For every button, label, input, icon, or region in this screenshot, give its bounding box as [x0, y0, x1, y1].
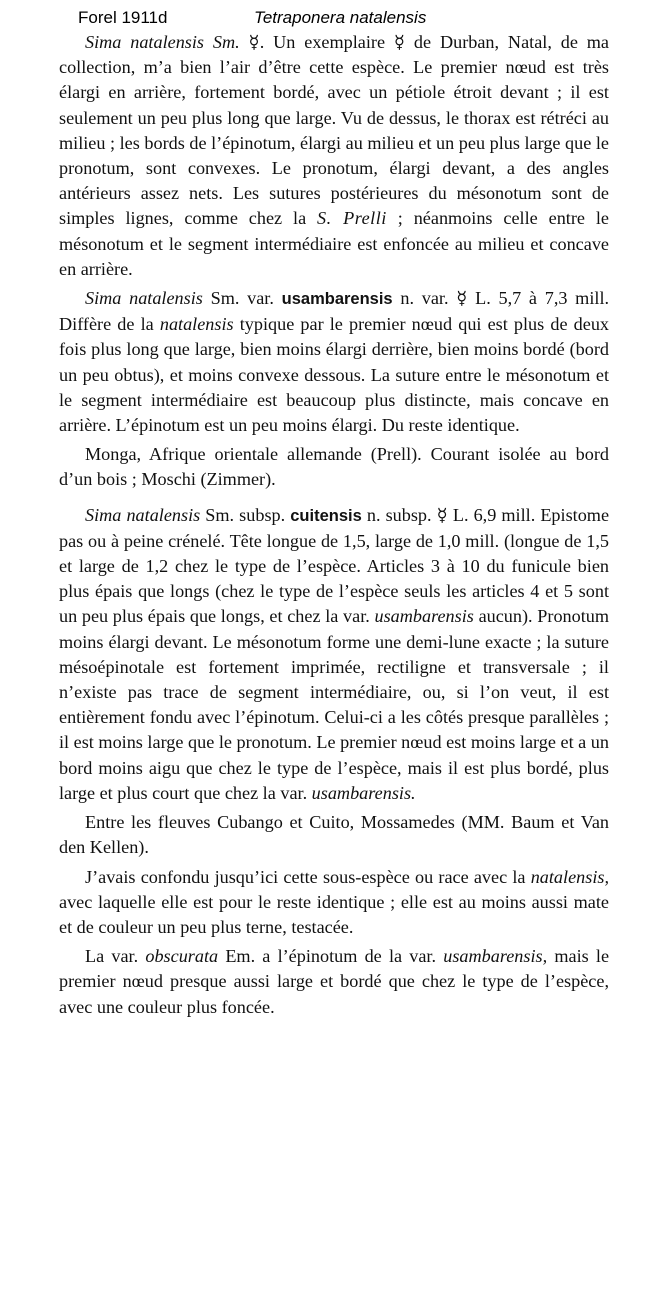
paragraph-text-cont: avec laquelle elle est pour le reste identique ; elle est au moins aussi mate et de couleur un peu plus terne, testacée. — [59, 891, 609, 937]
taxon-name: Sima natalensis Sm. — [85, 32, 240, 52]
new-taxon-name: usambarensis — [281, 290, 393, 309]
taxon-name: Sima natalensis — [85, 504, 201, 525]
paragraph-localities-1 — [59, 442, 609, 492]
taxon-reference: S. Prelli — [317, 208, 387, 229]
paragraph-natalensis — [59, 30, 609, 282]
sex-symbol: ☿. — [248, 32, 265, 52]
paragraph-obscurata — [59, 944, 609, 1020]
paragraph-text: La var. — [85, 946, 139, 967]
paragraph-localities-2 — [59, 810, 609, 860]
taxon-reference-2: usambarensis. — [311, 782, 416, 803]
paragraph-text-cont: typique par le premier nœud qui est plus de deux fois plus long que large, bien moins élargi derrière, bien moins bordé (bord un peu obtus), et moins convexe dessous. La suture entre le mésonotum et le segment intermédiaire est beaucoup plus distincte, mais concave en arrière. L’épinotum est un peu moins élargi. Du reste identique. — [59, 314, 610, 436]
paragraph-text: Entre les fleuves Cubango et Cuito, Mossamedes (MM. Baum et Van den Kellen). — [59, 812, 609, 858]
paragraph-text: n. subsp. ☿ L. 6,9 mill. Epistome pas ou à peine crénelé. Tête longue de 1,5, large de 1,0 mill. (longue de 1,5 et large de 1,2 chez le type de l’espèce. Articles 3 à 10 du funicule bien plus épais que longs (chez le type de l’espèce seuls les articles 4 et 5 sont un peu plus épais que longs, et chez la var. — [59, 504, 610, 627]
taxon-name: obscurata — [145, 946, 219, 967]
paragraph-text: Monga, Afrique orientale allemande (Prell). Courant isolée au bord d’un bois ; Moschi (Zimmer). — [59, 444, 609, 490]
rank-text: Sm. var. — [210, 288, 274, 309]
rank-text: Sm. subsp. — [205, 504, 286, 525]
taxon-reference: usambarensis — [374, 606, 474, 627]
taxon-reference: natalensis — [159, 314, 234, 335]
paragraph-remark — [59, 865, 609, 941]
paragraph-text-end: mais le premier nœud presque aussi large et bordé que chez le type de l’espèce, avec une couleur plus foncée. — [59, 946, 610, 1017]
paragraph-text: n. var. ☿ L. 5,7 à 7,3 mill. Diffère de la — [59, 288, 610, 335]
paragraph-usambarensis — [59, 286, 609, 438]
paragraph-text: J’avais confondu jusqu’ici cette sous-espèce ou race avec la — [85, 866, 526, 887]
page-header — [78, 8, 638, 32]
taxon-name: Sima natalensis — [85, 288, 203, 309]
taxon-reference: natalensis, — [530, 866, 609, 887]
taxon-title: Tetraponera natalensis — [254, 8, 427, 27]
paragraph-text-cont: ; néanmoins celle entre le mésonotum et le segment intermédiaire est enfoncée au milieu et concave en arrière. — [59, 208, 610, 279]
taxon-reference: usambarensis, — [443, 946, 548, 967]
paragraph-text-cont: Em. a l’épinotum de la var. — [225, 946, 437, 967]
paragraph-text-cont: aucun). Pronotum moins élargi devant. Le mésonotum forme une demi-lune exacte ; la suture mésoépinotale est fortement imprimée, rectiligne et transversale ; il n’existe pas trace de segment intermédiaire, ou, si l’on veut, il est entièrement fondu avec l’épinotum. Celui-ci a les côtés presque parallèles ; il est moins large que le pronotum. Le premier nœud est moins large et a un bord moins aigu que chez le type de l’espèce, mais il est plus bordé, plus large et plus court que chez la var. — [59, 606, 610, 803]
paragraph-text: Un exemplaire ☿ de Durban, Natal, de ma collection, m’a bien l’air d’être cette espèce. Le premier nœud est très élargi en arrière, fortement bordé, avec un pétiole étroit devant ; il est seulement un peu plus long que large. Vu de dessus, le thorax est rétréci au milieu ; les bords de l’épinotum, élargi au milieu et un peu plus large que le pronotum, sont convexes. Le pronotum, élargi devant, a des angles antérieurs assez nets. Les sutures postérieures du mésonotum sont de simples lignes, comme chez la — [59, 32, 609, 229]
body-text — [59, 30, 609, 1020]
new-taxon-name: cuitensis — [290, 506, 362, 525]
citation-label: Forel 1911d — [78, 8, 168, 27]
paragraph-cuitensis — [59, 503, 609, 806]
